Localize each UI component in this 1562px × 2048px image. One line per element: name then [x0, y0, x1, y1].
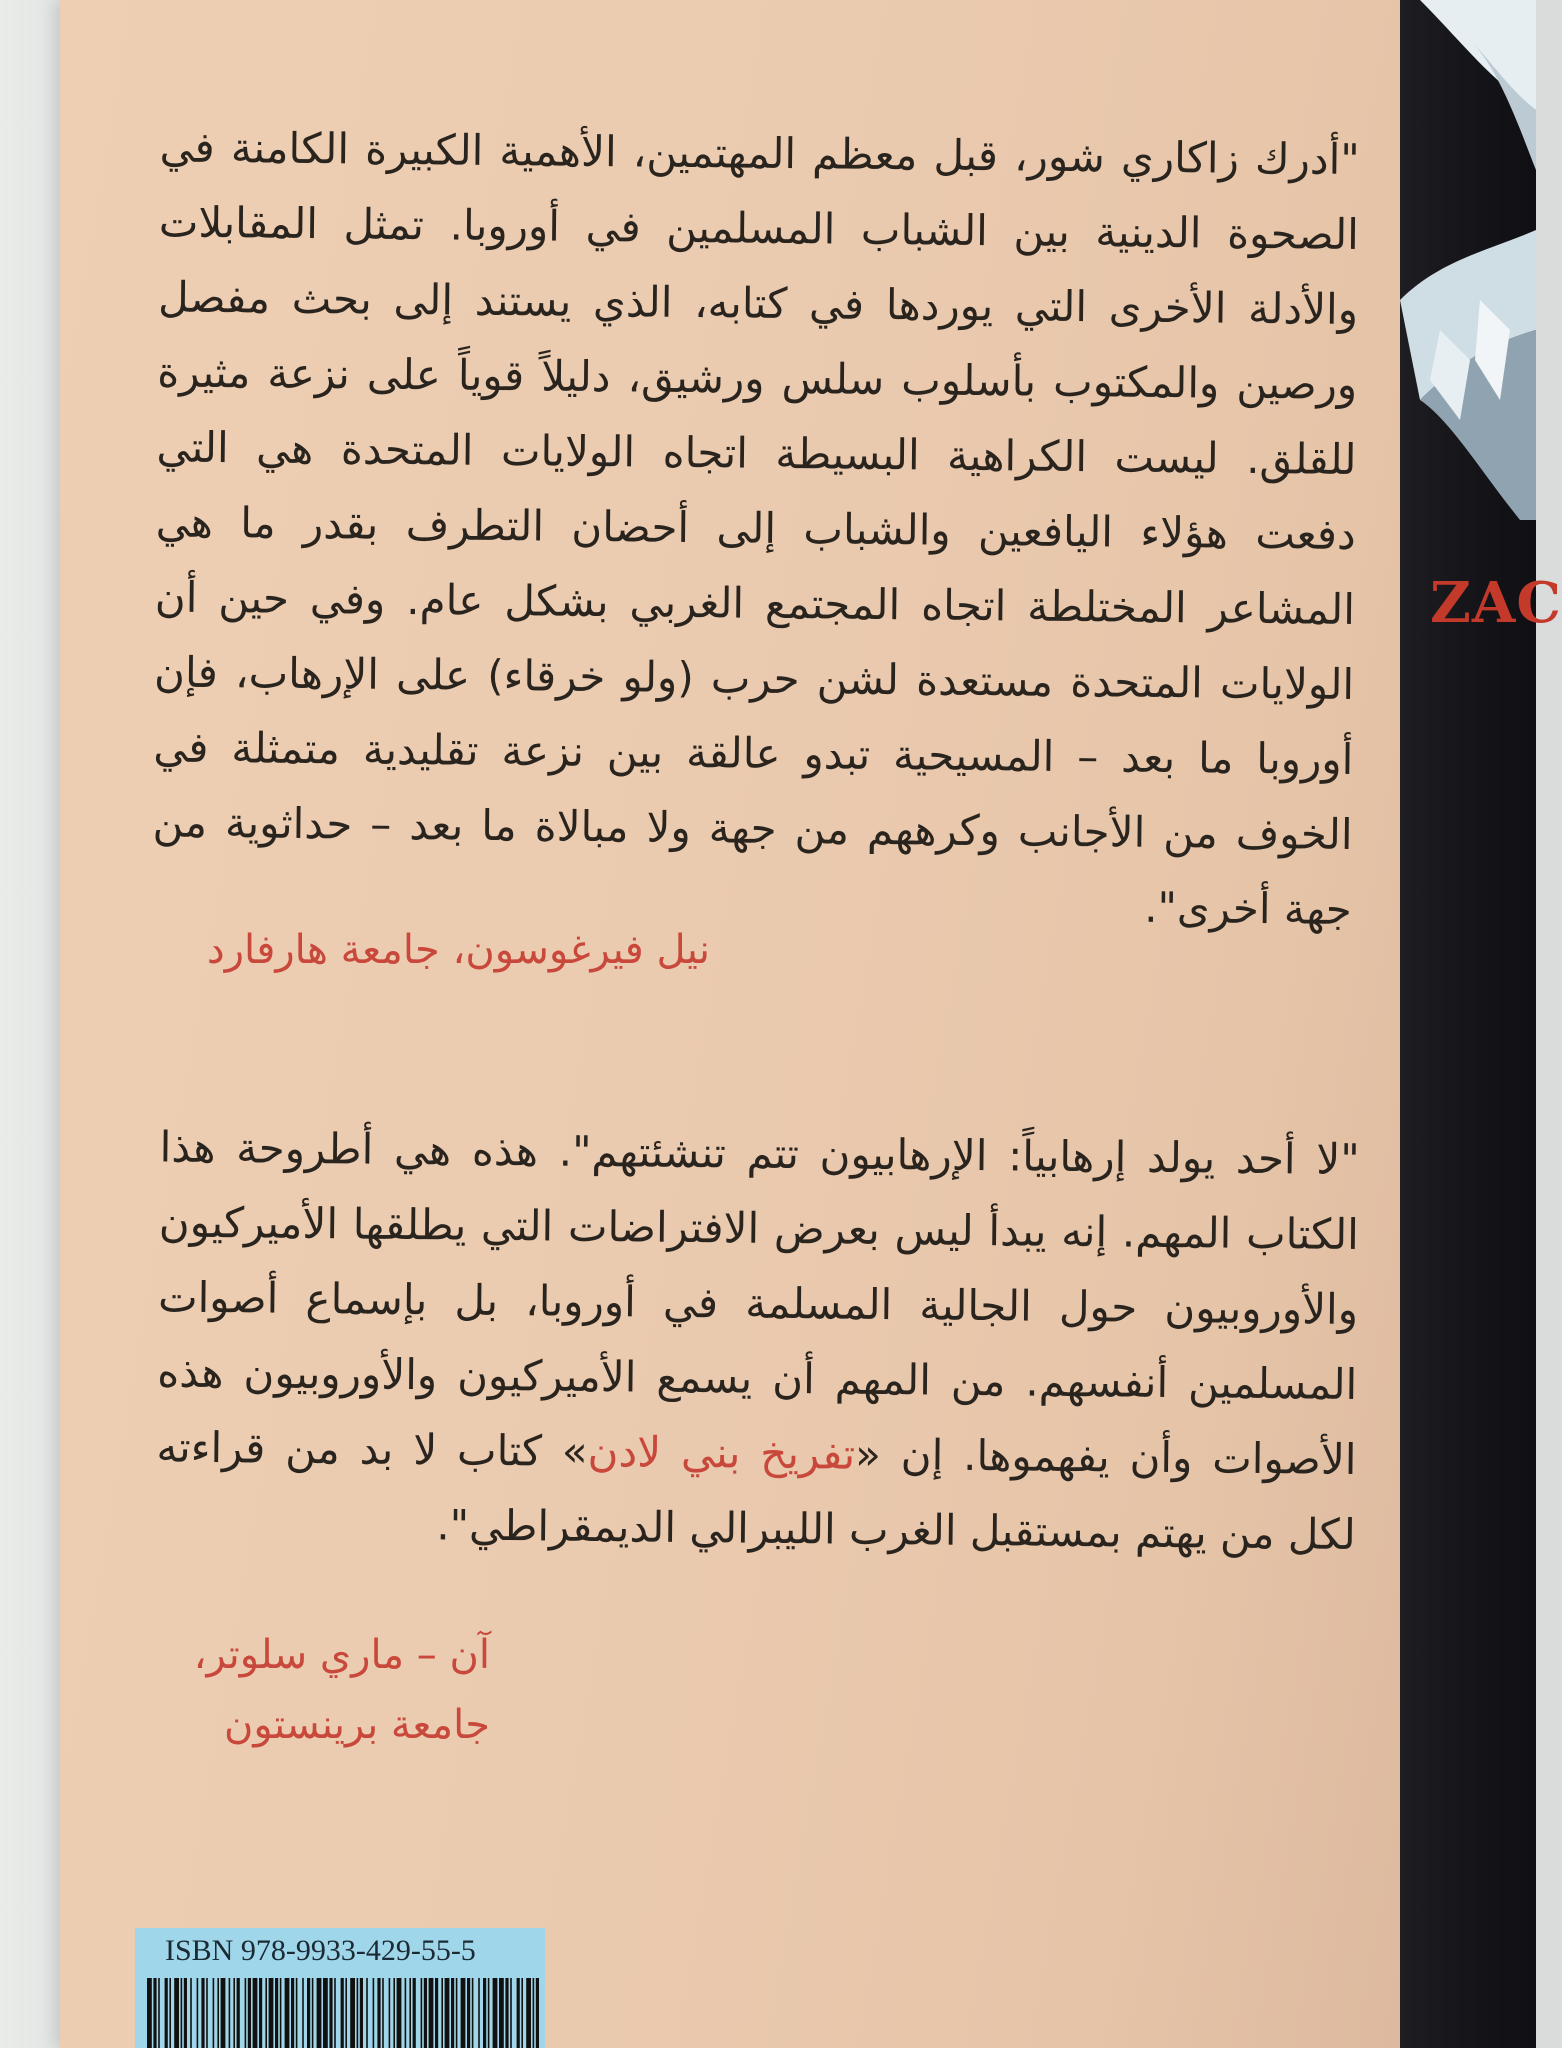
- cover-title-fragment: ZAC: [1430, 570, 1562, 636]
- endorsement-attribution-2: [130, 1620, 490, 1760]
- isbn-barcode-label: [135, 1928, 545, 2048]
- endorsement-attribution-1: نيل فيرغوسون، جامعة هارفارد: [206, 927, 710, 973]
- attribution-2-name: آن – ماري سلوتر،: [193, 1632, 490, 1678]
- quote-2-text-before: "لا أحد يولد إرهابياً: الإرهابيون تتم تنشئتهم". هذه هي أطروحة هذا الكتاب المهم. إنه يبدأ ليس بعرض الافتراضات التي يطلقها الأميركيون والأوروبيون حول الجالية المسلمة في أوروبا، بل بإسماع أصوات المسلمين أنفسهم. من المهم أن يسمع الأميركيون والأوروبيون هذه الأصوات وأن يفهموها. إن «: [157, 1122, 1360, 1484]
- barcode-icon: [145, 1978, 540, 2048]
- endorsement-quote-1: "أدرك زاكاري شور، قبل معظم المهتمين، الأهمية الكبيرة الكامنة في الصحوة الدينية بين الشباب المسلمين في أوروبا. تمثل المقابلات والأدلة الأخرى التي يوردها في كتابه، الذي يستند إلى بحث مفصل ورصين والمكتوب بأسلوب سلس ورشيق، دليلاً قوياً على نزعة مثيرة للقلق. ليست الكراهية البسيطة اتجاه الولايات المتحدة هي التي دفعت هؤلاء اليافعين والشباب إلى أحضان التطرف بقدر ما هي المشاعر المختلطة اتجاه المجتمع الغربي بشكل عام. وفي حين أن الولايات المتحدة مستعدة لشن حرب (ولو خرقاء) على الإرهاب، فإن أوروبا ما بعد – المسيحية تبدو عالقة بين نزعة تقليدية متمثلة في الخوف من الأجانب وكرههم من جهة ولا مبالاة ما بعد – حداثوية من جهة أخرى".: [152, 122, 1360, 934]
- book-front-edge: [1400, 0, 1562, 2048]
- cover-illustration: [1400, 0, 1536, 560]
- quote-2-text-after: » كتاب لا بد من قراءته لكل من يهتم بمستقبل الغرب الليبرالي الديمقراطي".: [156, 1422, 1356, 1559]
- book-title-highlight: تفريخ بني لادن: [587, 1426, 856, 1479]
- endorsement-quote-2: [155, 1109, 1360, 1572]
- attribution-2-institution: جامعة برينستون: [224, 1702, 490, 1748]
- isbn-number: ISBN 978-9933-429-55-5: [165, 1934, 476, 1967]
